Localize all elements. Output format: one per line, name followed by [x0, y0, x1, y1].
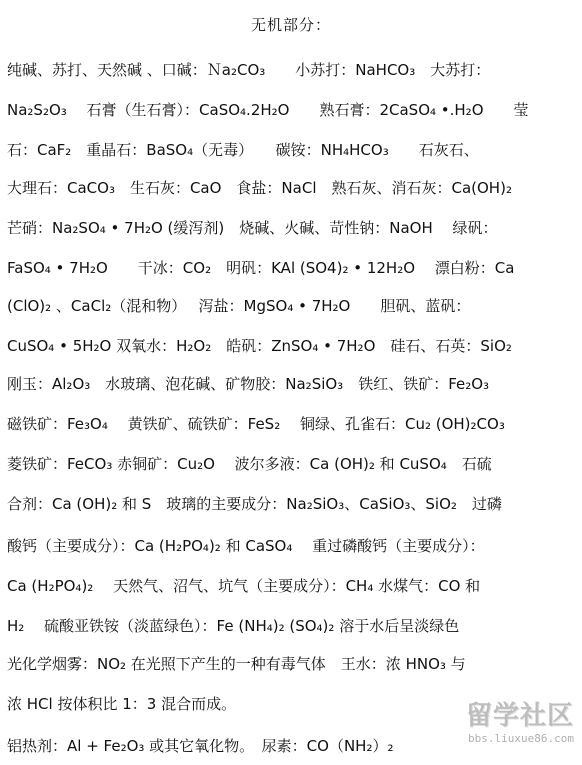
text-line: 磁铁矿：Fe₃O₄ 黄铁矿、硫铁矿：FeS₂ 铜绿、孔雀石：Cu₂ (OH)₂CO₃ [7, 415, 505, 433]
text-line: (ClO)₂ 、CaCl₂（混和物） 泻盐：MgSO₄ • 7H₂O 胆矾、蓝矾： [7, 297, 471, 315]
text-line: 芒硝：Na₂SO₄ • 7H₂O (缓泻剂) 烧碱、火碱、苛性钠：NaOH 绿矾： [7, 219, 498, 237]
text-line: Na₂S₂O₃ 石膏（生石膏）：CaSO₄.2H₂O 熟石膏：2CaSO₄ •.H₂O 莹 [7, 101, 529, 119]
text-line: 合剂：Ca (OH)₂ 和 S 玻璃的主要成分：Na₂SiO₃、CaSiO₃、SiO₂ 过磷 [7, 495, 502, 513]
text-line: 浓 HCl 按体积比 1：3 混合而成。 [7, 695, 237, 713]
section-title: 无机部分： [250, 16, 331, 34]
text-line: 铝热剂：Al + Fe₂O₃ 或其它氧化物。 尿素：CO（NH₂）₂ [7, 737, 394, 755]
text-line: 菱铁矿：FeCO₃ 赤铜矿：Cu₂O 波尔多液：Ca (OH)₂ 和 CuSO₄ 石硫 [7, 455, 492, 473]
text-line: 石：CaF₂ 重晶石：BaSO₄（无毒） 碳铵：NH₄HCO₃ 石灰石、 [7, 141, 479, 159]
text-line: H₂ 硫酸亚铁铵（淡蓝绿色）：Fe (NH₄)₂ (SO₄)₂ 溶于水后呈淡绿色 [7, 617, 460, 635]
watermark-url: bbs.liuxue86.com [468, 732, 574, 745]
text-line: 大理石：CaCO₃ 生石灰：CaO 食盐：NaCl 熟石灰、消石灰：Ca(OH)₂ [7, 179, 512, 197]
text-line: FaSO₄ • 7H₂O 干冰：CO₂ 明矾：KAl (SO4)₂ • 12H₂O 漂白粉：Ca [7, 259, 515, 277]
text-line: 光化学烟雾：NO₂ 在光照下产生的一种有毒气体 王水：浓 HNO₃ 与 [7, 655, 466, 673]
text-line: Ca (H₂PO₄)₂ 天然气、沼气、坑气（主要成分）：CH₄ 水煤气：CO 和 [7, 577, 481, 595]
text-line: CuSO₄ • 5H₂O 双氧水：H₂O₂ 皓矾：ZnSO₄ • 7H₂O 硅石、石英：SiO₂ [7, 337, 512, 355]
watermark-logo: 留学社区 [465, 701, 574, 731]
text-line: 刚玉：Al₂O₃ 水玻璃、泡花碱、矿物胶：Na₂SiO₃ 铁红、铁矿：Fe₂O₃ [7, 375, 490, 393]
text-line: 纯碱、苏打、天然碱 、口碱：Ｎa₂CO₃ 小苏打：NaHCO₃ 大苏打： [7, 61, 491, 79]
text-line: 酸钙（主要成分）：Ca (H₂PO₄)₂ 和 CaSO₄ 重过磷酸钙（主要成分）： [7, 537, 485, 555]
watermark [444, 695, 574, 759]
